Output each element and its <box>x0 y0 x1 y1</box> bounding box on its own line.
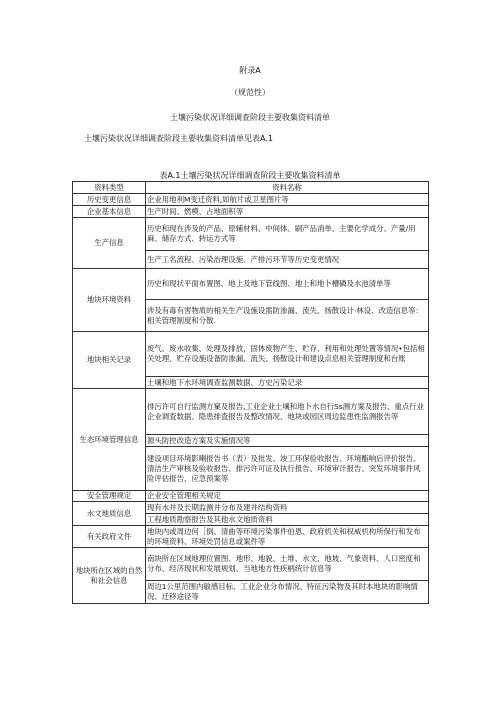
material-cell: 生产时间、燃模、占地面积等 <box>146 206 429 218</box>
table-row <box>73 502 429 514</box>
table-row <box>73 548 429 581</box>
category-cell: 生态环境管理信息 <box>73 389 146 491</box>
table-row <box>73 269 429 300</box>
category-cell: 安全管理规定 <box>73 491 146 502</box>
header-name: 资料名称 <box>146 182 429 194</box>
intro-text: 土壤污染状况详细调查阶段主要收集资料清单见表A.1 <box>84 134 273 143</box>
material-cell: 现有水井及长期监测井分布及建井结构资料 <box>146 502 429 514</box>
category-cell: 地块环境资料 <box>73 269 146 332</box>
material-cell: 南块所在区域地理位置图、地形、地貌、土堆、水文、地坡、气象资料、人口密度和分布、经济现状和发展规划、当地地方性疾柄统计信息等 <box>146 548 429 581</box>
material-cell: 源头防控改造方案及实施情况等 <box>146 435 429 447</box>
material-cell: 土壤和地下水环境调查监测数据、方史污染记录 <box>146 377 429 389</box>
table-row <box>73 218 429 251</box>
category-cell: 企业基本信息 <box>73 206 146 218</box>
material-cell: 排污许可自行监测方窠及报告,工业企业土壤和地卜水自行Ss测方案及报告、重点行业企业调査数据、隐患排査报告及整改情况、地块或园区周边监患性监测报告等 <box>146 389 429 435</box>
header-type: 资料类型 <box>73 182 146 194</box>
table-header-row <box>73 182 429 194</box>
table-row <box>73 206 429 218</box>
category-cell: 历史变更信息 <box>73 194 146 206</box>
material-cell: 企业安全管理相关规定 <box>146 491 429 502</box>
category-cell: 水文地质信息 <box>73 502 146 526</box>
category-cell: 地块所在区域的自然和社会信息 <box>73 548 146 604</box>
material-cell: 历史和现状平面布置图、地上及地下管线图、地上和地卜槽磷及水池清单等 <box>146 269 429 300</box>
category-cell: 生产信息 <box>73 218 146 269</box>
appendix-label: 附录A <box>239 66 261 75</box>
material-cell: 建设项目环境影喇报告书（表）及批发、竣工环保验收报告、环境酯响后评价报告、清洁生产审核及验收报告、排污许可证及执行报告、环境审计报告、突发环境事件风险评估报告、应急预案等 <box>146 447 429 491</box>
material-cell: 涉及有毒有害物质的相关生产设施设需防渗漏、流失、扬散设计·林设、改造信息等：相关管理制度和分散. <box>146 300 429 332</box>
material-cell: 生产工名流程、污染治理设施、产排污环节等历史变更情况 <box>146 251 429 269</box>
table-row <box>73 332 429 377</box>
appendix-nature: （规范性） <box>230 88 270 97</box>
table-caption: 表A.1土壤污染状况详细调查阶段主要收集资料清单 <box>159 171 341 180</box>
table-row <box>73 389 429 435</box>
table-row <box>73 491 429 502</box>
table-row <box>73 526 429 548</box>
material-cell: 历史和现在涉及的产品、原辅材料、中间体、刷产品消单、主要化学成分、产量/用麻、储存方式、转运方式等 <box>146 218 429 251</box>
table-body <box>73 194 429 604</box>
material-cell: 企业用地利M变迁资料,如航片或卫星图片等 <box>146 194 429 206</box>
materials-table <box>72 181 429 604</box>
category-cell: 地块相关记录 <box>73 332 146 389</box>
material-cell: 周边1公里范围内敏感目标、工业企业分布情况、特征污染物及其时本地块的影响情况、迁移途径等 <box>146 581 429 604</box>
category-cell: 有关政府文件 <box>73 526 146 548</box>
table-row <box>73 194 429 206</box>
appendix-title: 土壤污染状况详细调查阶段主要收集资料清单 <box>170 113 330 122</box>
material-cell: 地块内或周边何［倒、清曲等环境污染事件伯恩、政府机关和权威机构所保行和发布的环境资料、环境处罚信息或案件等 <box>146 526 429 548</box>
material-cell: 废气、废水收集、处理及排放，固体废物产生、贮存、利用和处理处置等情况•包括相关处理、贮存设施设备防渗漏、流失、扬散设计和建设点息相关管理制度和台账 <box>146 332 429 377</box>
material-cell: 工程地质勘察报告及其他水文地质资料 <box>146 514 429 526</box>
